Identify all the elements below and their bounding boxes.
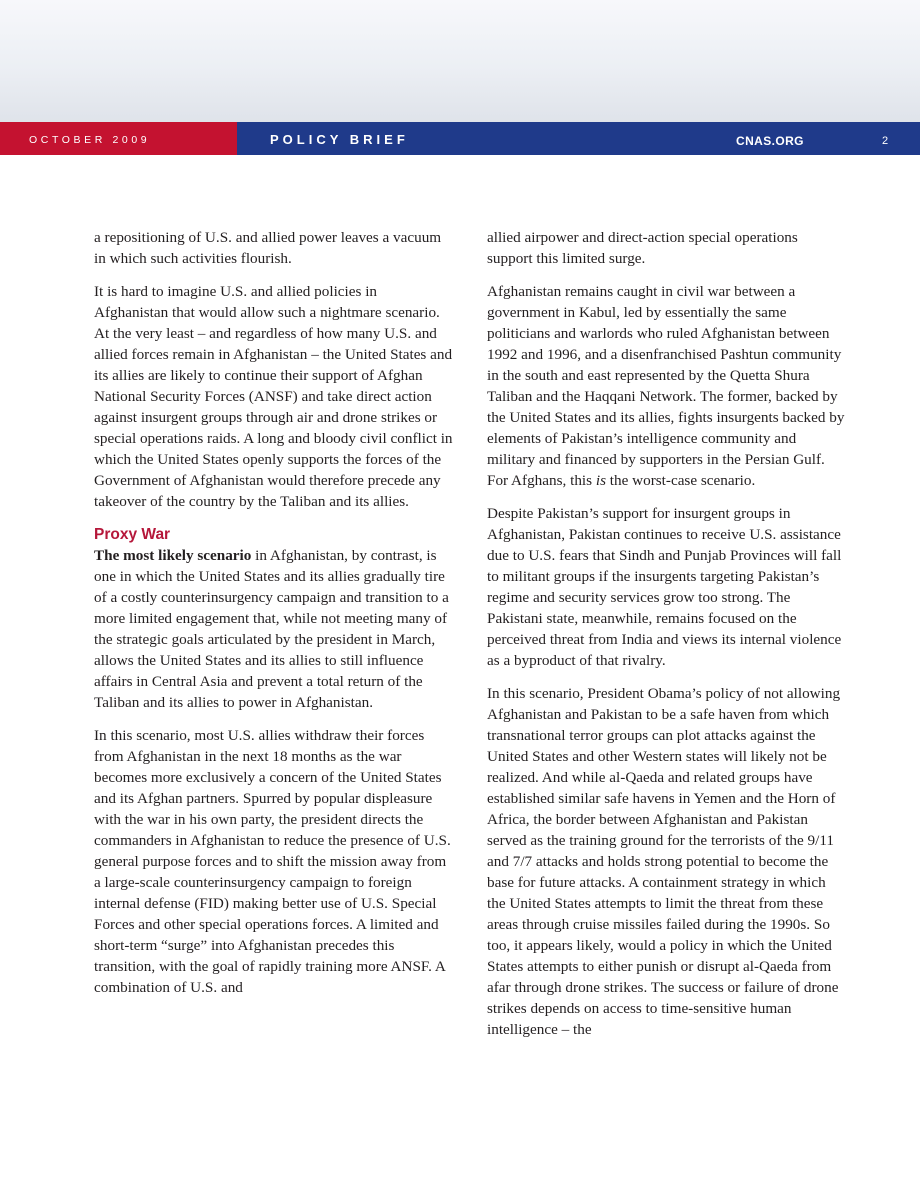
paragraph: Despite Pakistan’s support for insurgent groups in Afghanistan, Pakistan continues to receive U.S. assistance due to U.S. fears that Sindh and Punjab Provinces will fall to militant groups if the insurgents targeting Pakistan’s regime and security services grow too strong. The Pakistani state, meanwhile, remains focused on the perceived threat from India and views its internal violence as a byproduct of that rivalry. — [487, 505, 842, 669]
header-site-link[interactable]: CNAS.ORG — [736, 134, 804, 148]
right-column — [487, 227, 847, 1052]
paragraph — [487, 281, 847, 491]
header-title-band — [237, 122, 920, 155]
lead-in-bold: The most likely scenario — [94, 547, 252, 564]
section-heading: Proxy War — [94, 526, 171, 543]
paragraph — [94, 545, 454, 713]
left-column — [94, 227, 454, 1010]
header-date-band — [0, 122, 237, 155]
page-top-gradient — [0, 0, 920, 122]
paragraph: In this scenario, President Obama’s policy of not allowing Afghanistan and Pakistan to be a safe haven from which transnational terror groups can plot attacks against the United States and other Western states will likely not be realized. And while al-Qaeda and related groups have established similar safe havens in Yemen and the Horn of Africa, the border between Afghanistan and Pakistan served as the training ground for the terrorists of the 9/11 and 7/7 attacks and holds strong potential to become the base for future attacks. A containment strategy in which the United States attempts to limit the threat from these areas through cruise missiles failed during the 1990s. So too, it appears likely, would a policy in which the United States attempts to either punish or disrupt al-Qaeda from afar through drone strikes. The success or failure of drone strikes depends on access to time-sensitive human intelligence – the — [487, 685, 841, 1038]
paragraph: a repositioning of U.S. and allied power leaves a vacuum in which such activities flourish. — [94, 229, 442, 267]
page-number: 2 — [882, 135, 889, 147]
paragraph-text: the worst-case scenario. — [606, 472, 756, 489]
emphasis: is — [595, 472, 606, 489]
paragraph-text: in Afghanistan, by contrast, is one in which the United States and its allies gradually tire of a costly counterinsurgency campaign and transition to a more limited engagement that, while not meeting many of the strategic goals articulated by the president in March, allows the United States and its allies to still influence affairs in Central Asia and prevent a total return of the Taliban and its allies to power in Afghanistan. — [94, 547, 449, 711]
paragraph: It is hard to imagine U.S. and allied policies in Afghanistan that would allow such a nightmare scenario. At the very least – and regardless of how many U.S. and allied forces remain in Afghanistan – the United States and its allies are likely to continue their support of Afghan National Security Forces (ANSF) and take direct action against insurgent groups through air and drone strikes or special operations raids. A long and bloody civil conflict in which the United States openly supports the forces of the Government of Afghanistan would therefore precede any takeover of the country by the Taliban and its allies. — [94, 283, 453, 510]
header-section-title: POLICY BRIEF — [270, 132, 409, 147]
paragraph-text: Afghanistan remains caught in civil war between a government in Kabul, led by essentially the same politicians and warlords who ruled Afghanistan between 1992 and 1996, and a disenfranchised Pashtun community in the south and east represented by the Quetta Shura Taliban and the Haqqani Network. The former, backed by the United States and its allies, fights insurgents backed by elements of Pakistan’s intelligence community and military and financed by supporters in the Persian Gulf. For Afghans, this — [487, 283, 845, 489]
paragraph: allied airpower and direct-action special operations support this limited surge. — [487, 229, 798, 267]
header-bar — [0, 122, 920, 155]
paragraph: In this scenario, most U.S. allies withdraw their forces from Afghanistan in the next 18 months as the war becomes more exclusively a concern of the United States and its Afghan partners. Spurred by popular displeasure with the war in his own party, the president directs the commanders in Afghanistan to reduce the presence of U.S. general purpose forces and to shift the mission away from a large-scale counterinsurgency campaign to foreign internal defense (FID) making better use of U.S. Special Forces and other special operations forces. A limited and short-term “surge” into Afghanistan precedes this transition, with the goal of rapidly training more ANSF. A combination of U.S. and — [94, 727, 451, 996]
header-date: OCTOBER 2009 — [29, 134, 151, 146]
